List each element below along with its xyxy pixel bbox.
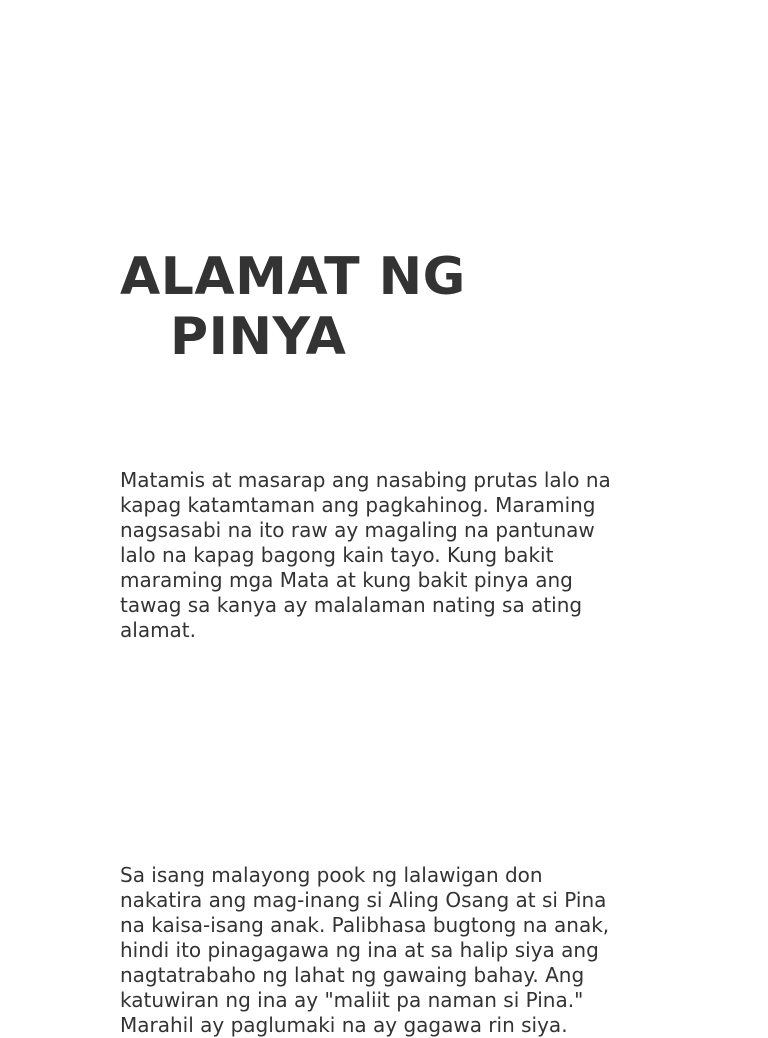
- paragraph-line: tawag sa kanya ay malalaman nating sa ating: [120, 593, 583, 617]
- paragraph-line: Matamis at masarap ang nasabing prutas lalo na: [120, 468, 611, 492]
- paragraph-line: katuwiran ng ina ay "maliit pa naman si Pina.": [120, 988, 584, 1012]
- document-title: [120, 247, 466, 367]
- paragraph-line: alamat.: [120, 618, 197, 642]
- paragraph-line: Marahil ay paglumaki na ay gagawa rin siya.: [120, 1013, 568, 1037]
- paragraph-line: lalo na kapag bagong kain tayo. Kung bakit: [120, 543, 554, 567]
- paragraph-intro: [120, 468, 660, 643]
- paragraph-line: nakatira ang mag-inang si Aling Osang at si Pina: [120, 888, 607, 912]
- paragraph-line: kapag katamtaman ang pagkahinog. Maraming: [120, 493, 596, 517]
- paragraph-line: Sa isang malayong pook ng lalawigan don: [120, 863, 543, 887]
- paragraph-line: hindi ito pinagagawa ng ina at sa halip siya ang: [120, 938, 599, 962]
- paragraph-line: na kaisa-isang anak. Palibhasa bugtong na anak,: [120, 913, 610, 937]
- title-line: ALAMAT NG: [120, 247, 466, 307]
- paragraph-story: [120, 863, 660, 1038]
- paragraph-line: nagtatrabaho ng lahat ng gawaing bahay. Ang: [120, 963, 585, 987]
- title-line: PINYA: [170, 307, 347, 367]
- paragraph-line: nagsasabi na ito raw ay magaling na pantunaw: [120, 518, 595, 542]
- paragraph-line: maraming mga Mata at kung bakit pinya ang: [120, 568, 573, 592]
